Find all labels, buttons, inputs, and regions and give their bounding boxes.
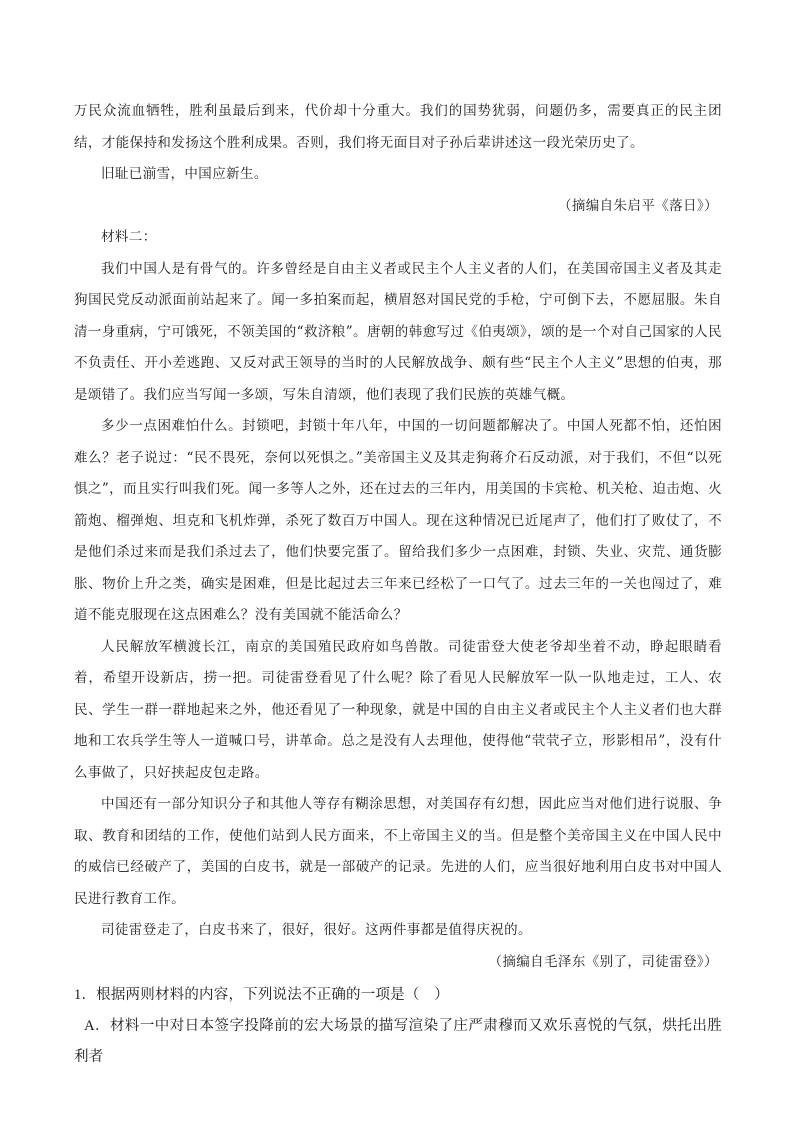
material2-paragraph-5: 司徒雷登走了，白皮书来了，很好，很好。这两件事都是值得庆祝的。 — [101, 922, 532, 938]
question-1 — [74, 980, 722, 1073]
material2-paragraph-3: 人民解放军横渡长江，南京的美国殖民政府如鸟兽散。司徒雷登大使老爷却坐着不动，睁起眼睛看着，希望开设新店，捞一把。司徒雷登看见了什么呢？除了看见人民解放军一队一队地走过，工人、农民、学生一群一群地起来之外，他还看见了一种现象，就是中国的自由主义者或民主个人主义者们也大群地和工农兵学生等人一道喊口号，讲革命。总之是没有人去理他，使得他“茕茕孑立，形影相吊”，没有什么事做了，只好挟起皮包走路。 — [74, 638, 722, 781]
material1-closing-line: 旧耻已湔雪，中国应新生。 — [101, 166, 268, 182]
document-page — [74, 96, 722, 1073]
question-1-option-a: A．材料一中对日本签字投降前的宏大场景的描写渲染了庄严肃穆而又欢乐喜悦的气氛，烘托出胜利者 — [74, 1018, 722, 1065]
material2-paragraph-1: 我们中国人是有骨气的。许多曾经是自由主义者或民主个人主义者的人们，在美国帝国主义者及其走狗国民党反动派面前站起来了。闻一多拍案而起，横眉怒对国民党的手枪，宁可倒下去，不愿屈服。朱自清一身重病，宁可饿死，不领美国的“救济粮”。唐朝的韩愈写过《伯夷颂》，颂的是一个对自己国家的人民不负责任、开小差逃跑、又反对武王领导的当时的人民解放战争、颇有些“民主个人主义”思想的伯夷，那是颂错了。我们应当写闻一多颂，写朱自清颂，他们表现了我们民族的英雄气概。 — [74, 260, 722, 403]
material2-paragraph-4: 中国还有一部分知识分子和其他人等存有糊涂思想，对美国存有幻想，因此应当对他们进行说服、争取、教育和团结的工作，使他们站到人民方面来，不上帝国主义的当。但是整个美帝国主义在中国人民中的威信已经破产了，美国的白皮书，就是一部破产的记录。先进的人们，应当很好地利用白皮书对中国人民进行教育工作。 — [74, 796, 722, 907]
material2-paragraph-2: 多少一点困难怕什么。封锁吧，封锁十年八年，中国的一切问题都解决了。中国人死都不怕，还怕困难么？老子说过：“民不畏死，奈何以死惧之。”美帝国主义及其走狗蒋介石反动派，对于我们，不但“以死惧之”，而且实行叫我们死。闻一多等人之外，还在过去的三年内，用美国的卡宾枪、机关枪、迫击炮、火箭炮、榴弹炮、坦克和飞机炸弹，杀死了数百万中国人。现在这种情况已近尾声了，他们打了败仗了，不是他们杀过来而是我们杀过去了，他们快要完蛋了。留给我们多少一点困难，封锁、失业、灾荒、通货膨胀、物价上升之类，确实是困难，但是比起过去三年来已经松了一口气了。过去三年的一关也闯过了，难道不能克服现在这点困难么？没有美国就不能活命么？ — [74, 418, 722, 623]
material2-source: （摘编自毛泽东《别了，司徒雷登》） — [488, 953, 718, 970]
material1-paragraph-end: 万民众流血牺牲，胜利虽最后到来，代价却十分重大。我们的国势犹弱，问题仍多，需要真正的民主团结，才能保持和发扬这个胜利成果。否则，我们将无面目对子孙后辈讲述这一段光荣历史了。 — [74, 103, 722, 151]
material1-source: （摘编自朱启平《落日》） — [557, 197, 718, 214]
question-1-stem: 1．根据两则材料的内容，下列说法不正确的一项是（ ） — [74, 987, 449, 1003]
material2-heading: 材料二： — [101, 229, 157, 245]
